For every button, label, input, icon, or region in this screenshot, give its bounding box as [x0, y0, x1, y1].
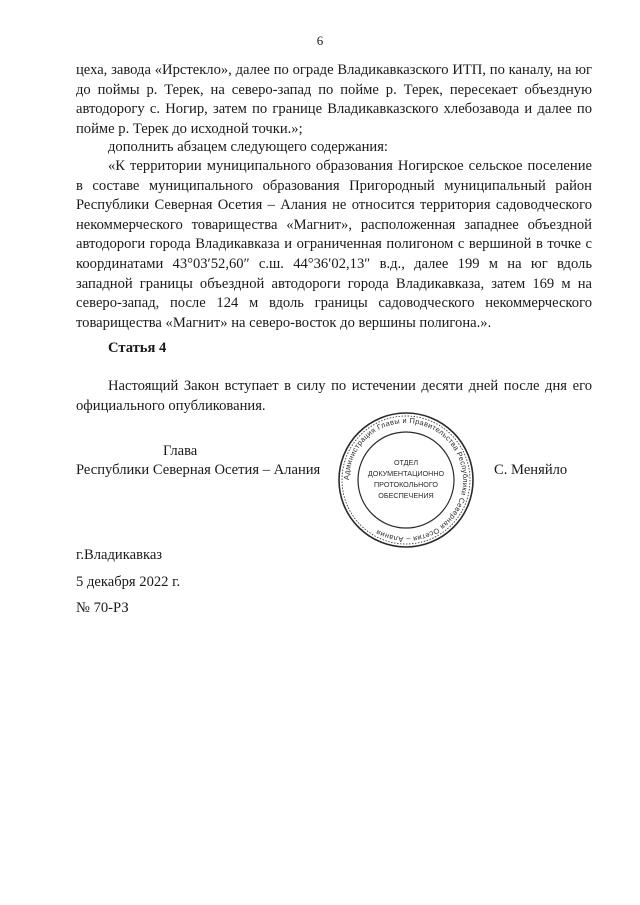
amendment-intro: дополнить абзацем следующего содержания:: [108, 139, 388, 155]
law-number: № 70-РЗ: [76, 600, 129, 616]
article-heading: Статья 4: [108, 340, 167, 356]
signature-name: С. Меняйло: [494, 462, 568, 478]
signature-position: Республики Северная Осетия – Алания: [76, 462, 321, 478]
seal-center-line-1: ОТДЕЛ: [393, 458, 419, 467]
signing-date: 5 декабря 2022 г.: [76, 574, 181, 590]
signing-city: г.Владикавказ: [76, 547, 163, 563]
seal-center-line-4: ОБЕСПЕЧЕНИЯ: [378, 491, 434, 500]
amendment-paragraph: «К территории муниципального образования Ногирское сельское поселение в составе муниципального образования Пригородный муниципальный район Республики Северная Осетия – Алания не относится территория садоводческого некоммерческого товарищества «Магнит», расположенная западнее объездной автодороги города Владикавказа и ограниченная полигоном с вершиной в точке с координатами 43°03′52,60″ с.ш. 44°36′02,13″ в.д., далее 199 м на юг вдоль западной границы объездной автодороги города Владикавказа, затем 169 м на северо-запад, после 124 м вдоль границы садоводческого некоммерческого товарищества «Магнит» на северо-восток до вершины полигона.».: [76, 158, 592, 331]
seal-center-line-3: ПРОТОКОЛЬНОГО: [374, 480, 438, 489]
seal-center-line-2: ДОКУМЕНТАЦИОННО: [367, 469, 445, 478]
seal-graphic: [336, 410, 476, 550]
article-paragraph: Настоящий Закон вступает в силу по истечении десяти дней после дня его официального опубликования.: [76, 378, 592, 414]
seal-outer-text: Администрация Главы и Правительства Республики Северная Осетия – Алания: [341, 415, 471, 545]
official-seal: [336, 410, 476, 550]
page-number: 6: [316, 33, 324, 48]
continuation-paragraph: цеха, завода «Ирстекло», далее по ограде Владикавказского ИТП, по каналу, на юг до поймы р. Терек, на северо-запад по пойме р. Терек, пересекает объездную автодорогу с. Ногир, затем по границе Владикавказского хлебозавода и далее по пойме р. Терек до исходной точки.»;: [76, 62, 592, 137]
signature-title: Глава: [163, 443, 198, 459]
